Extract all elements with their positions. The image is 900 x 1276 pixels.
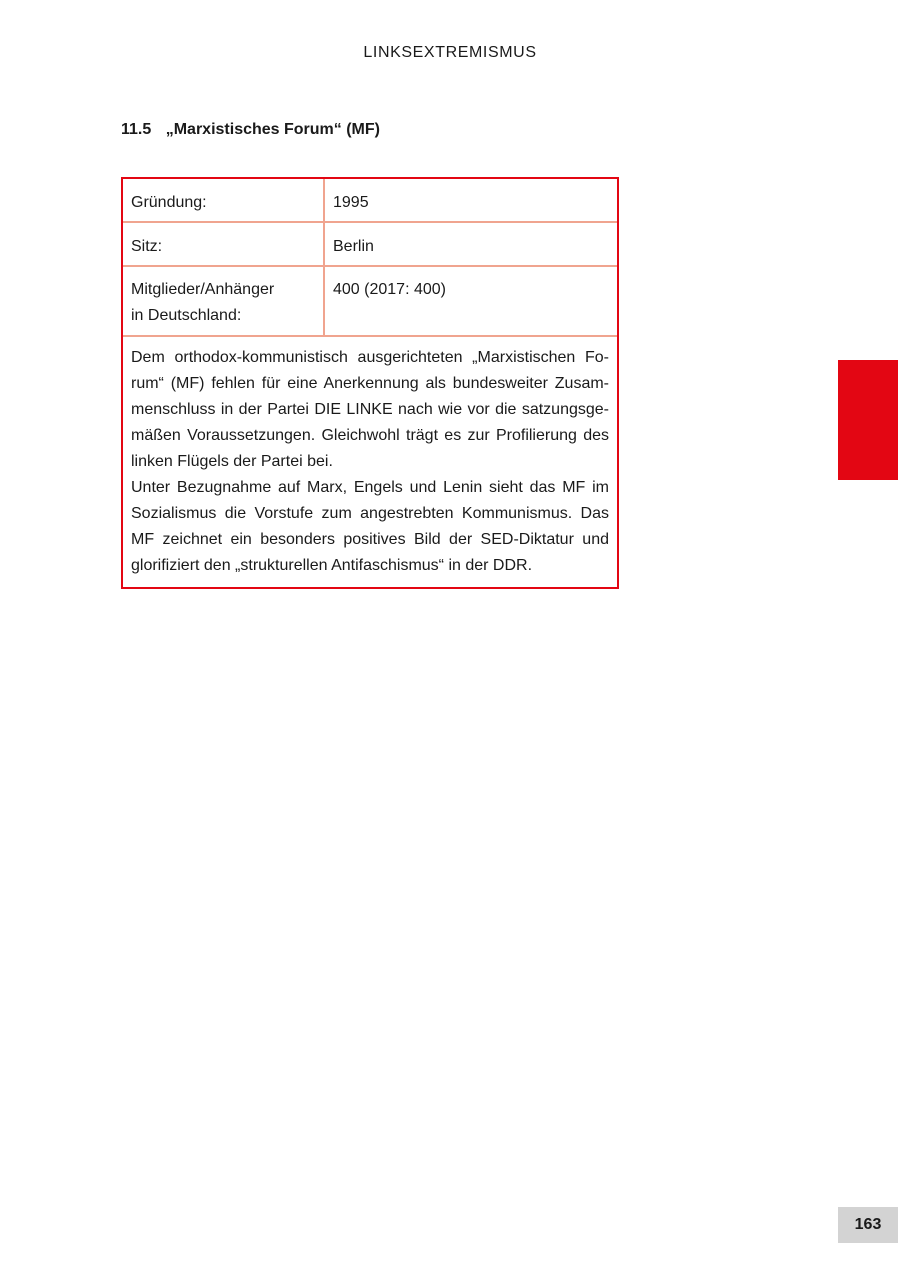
- fact-label-line: in Deutschland:: [131, 307, 242, 324]
- fact-label: Sitz:: [123, 223, 325, 265]
- fact-label: [123, 267, 325, 335]
- fact-row-members: [123, 267, 617, 337]
- fact-row-seat: [123, 223, 617, 267]
- fact-value: 1995: [333, 194, 369, 211]
- fact-value: Berlin: [333, 238, 374, 255]
- section-number: 11.5: [121, 121, 152, 138]
- page-number: 163: [838, 1207, 898, 1243]
- description-paragraph: Unter Bezugnahme auf Marx, Engels und Lenin sieht das MF im Sozialismus die Vorstufe zum angestrebten Kommunismus. Das MF zeichnet ein besonders positives Bild der SED-Diktatur und glorifiziert den „strukturellen Antifaschismus“ in der DDR.: [131, 479, 609, 574]
- section-title: „Marxistisches Forum“ (MF): [165, 121, 380, 138]
- fact-label: Gründung:: [123, 179, 325, 221]
- fact-value: 400 (2017: 400): [333, 281, 446, 298]
- running-header: LINKSEXTREMISMUS: [363, 44, 537, 61]
- fact-label-line: Mitglieder/Anhänger: [131, 281, 275, 298]
- chapter-side-tab: [838, 360, 898, 480]
- description-paragraph: Dem orthodox-kommunistisch ausgerichteten „Marxistischen Forum“ (MF) fehlen für eine Anerkennung als bundesweiter Zusammenschluss in der Partei DIE LINKE nach wie vor die satzungsgemäßen Voraussetzungen. Gleichwohl trägt es zur Profilierung des linken Flügels der Partei bei.: [131, 349, 609, 470]
- fact-box: [121, 177, 619, 589]
- fact-row-founding: [123, 179, 617, 223]
- section-heading: [121, 121, 380, 139]
- fact-description: [123, 337, 617, 587]
